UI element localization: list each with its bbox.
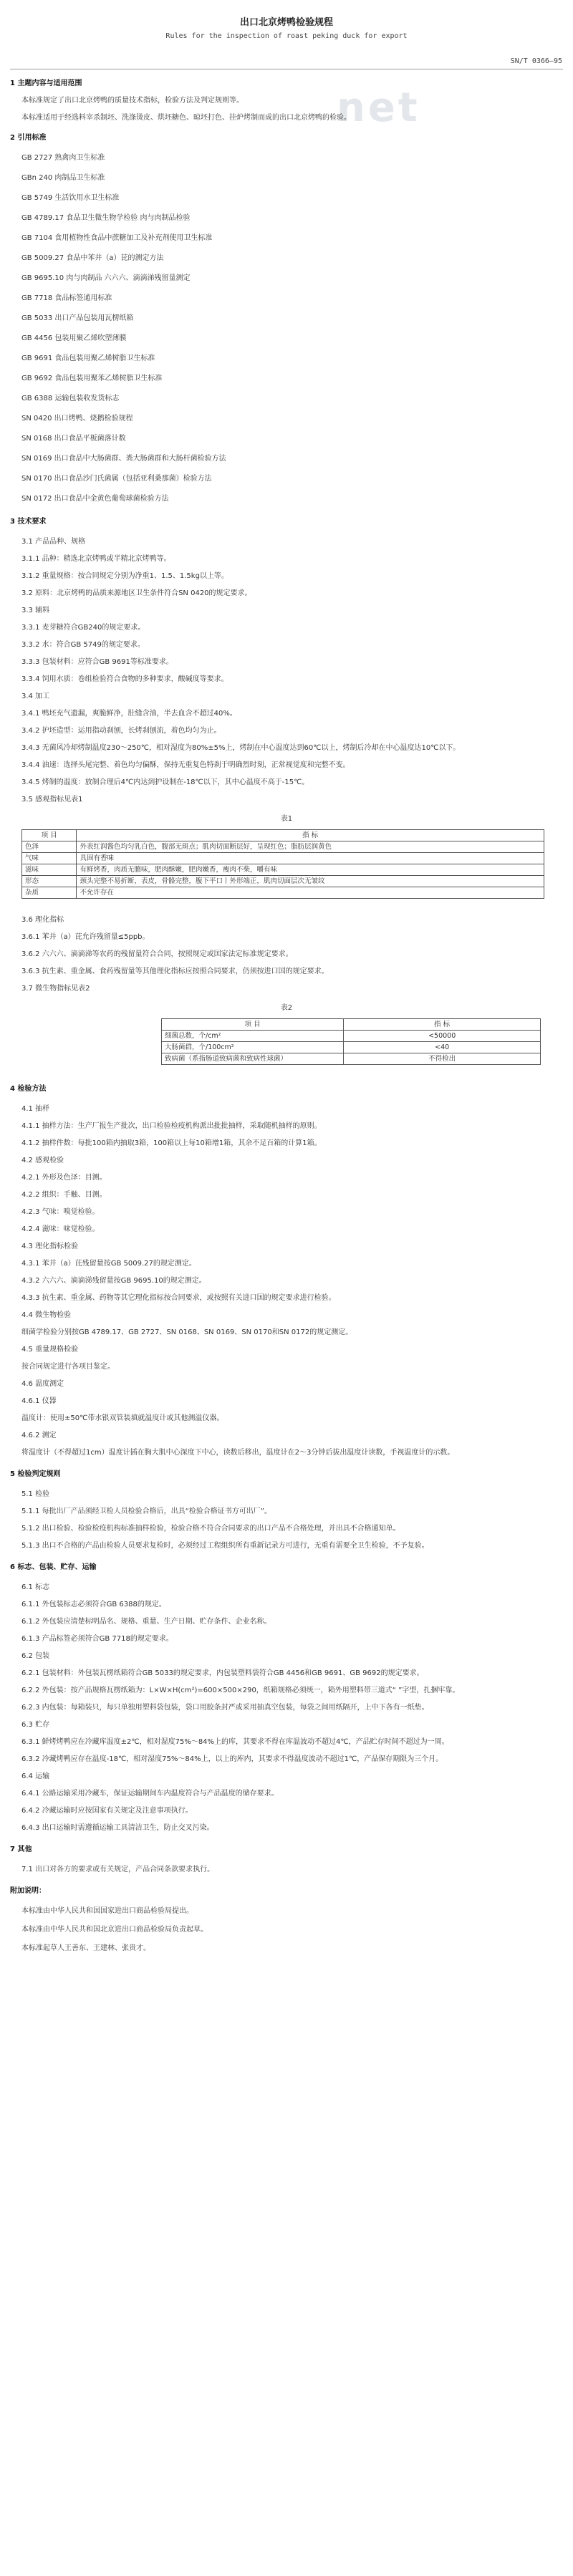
clause-heading: 4.4 微生物检验 (21, 1311, 72, 1319)
section-heading: 2 引用标准 (10, 134, 47, 142)
reference-item: GB 4456 包装用聚乙烯吹塑薄膜 (21, 334, 127, 342)
reference-item: GB 2727 熟禽肉卫生标准 (21, 154, 105, 162)
clause-text: 5.1.2 出口检验、检验检疫机构标准抽样检验，检验合格不符合合同要求的出口产品不合格处理，并出具不合格通知单。 (21, 1525, 400, 1533)
reference-item: GB 4789.17 食品卫生微生物学检验 肉与肉制品检验 (21, 214, 191, 222)
table-caption: 表2 (280, 1004, 293, 1012)
note-line: 本标准起草人王善东、王建林、张贵才。 (21, 1944, 150, 1952)
clause-heading: 4.1 抽样 (21, 1105, 50, 1113)
reference-item: GB 5749 生活饮用水卫生标准 (21, 194, 120, 202)
clause-text: 4.2.1 外形及色泽：目测。 (21, 1174, 107, 1182)
notes-heading: 附加说明： (10, 1887, 46, 1895)
table-cell: 细菌总数，个/cm² (162, 1031, 344, 1042)
table-cell: <40 (344, 1042, 541, 1053)
table-cell: 外表红润酱色均匀乳白色，腹部无斑点；肌肉切面断层好，呈现红色；脂肪层润黄色 (77, 841, 544, 853)
table-row (22, 841, 544, 853)
clause-heading: 6.3 贮存 (21, 1721, 50, 1729)
table-row (162, 1042, 541, 1053)
section-heading: 6 标志、包装、贮存、运输 (10, 1563, 97, 1571)
clause-text: 5.1.3 出口不合格的产品由检验人员要求复检时，必须经过工程组织所有重新记录方可进行，无重有需要全卫生检验，不予复验。 (21, 1542, 429, 1550)
reference-item: GB 9691 食品包装用聚乙烯树脂卫生标准 (21, 354, 155, 362)
clause-text: 3.4.3 无菌风冷却烤制温度230～250℃，相对湿度为80%±5%上，烤制在中心温度达到60℃以上，烤制后冷却在中心温度达10℃以下。 (21, 744, 461, 752)
clause-text: 4.1.2 抽样件数：每批100箱内抽取3箱，100箱以上每10箱增1箱，其余不足百箱的计算1箱。 (21, 1139, 322, 1147)
clause-text: 6.2.1 包装材料：外包装瓦楞纸箱符合GB 5033的规定要求，内包装塑料袋符合GB 4456和GB 9691、GB 9692的规定要求。 (21, 1669, 424, 1677)
table-header-cell: 指 标 (77, 830, 544, 841)
clause-text: 3.3.1 麦芽糖符合GB240的规定要求。 (21, 624, 145, 632)
table-cell: <50000 (344, 1031, 541, 1042)
table-cell: 具固有香味 (77, 853, 544, 864)
section-heading: 5 检验判定规则 (10, 1470, 61, 1478)
clause-text: 5.1.1 每批出厂产品须经卫检人员检验合格后，出具“检验合格证书方可出厂”。 (21, 1508, 271, 1515)
clause-text: 4.3.3 抗生素、重金属、药物等其它理化指标按合同要求，或按照有关进口国的规定要求进行检验。 (21, 1294, 336, 1302)
section-heading: 4 检验方法 (10, 1085, 47, 1093)
clause-text: 4.3.2 六六六、滴滴涕残留量按GB 9695.10的规定测定。 (21, 1277, 206, 1285)
clause-text: 按合同规定进行各项目鉴定。 (21, 1363, 115, 1371)
reference-item: GB 7104 食用植物性食品中蔗糖加工及补充剂使用卫生标准 (21, 234, 213, 242)
section-heading: 1 主题内容与适用范围 (10, 79, 82, 87)
table-caption: 表1 (280, 815, 293, 823)
clause-text: 6.4.1 公路运输采用冷藏车，保证运输期间车内温度符合与产品温度的储存要求。 (21, 1790, 279, 1798)
document-subtitle: Rules for the inspection of roast peking duck for export (165, 32, 408, 40)
reference-item: GB 5033 出口产品包装用瓦楞纸箱 (21, 314, 134, 322)
clause-text: 细菌学检验分别按GB 4789.17、GB 2727、SN 0168、SN 0169、SN 0170和SN 0172的规定测定。 (21, 1328, 353, 1336)
clause-text: 3.3.3 包装材料：应符合GB 9691等标准要求。 (21, 658, 173, 666)
table-row (22, 887, 544, 899)
reference-item: GB 6388 运输包装收发货标志 (21, 395, 120, 402)
section-heading: 3 技术要求 (10, 518, 47, 526)
clause-text: 6.1.3 产品标签必须符合GB 7718的规定要求。 (21, 1635, 173, 1643)
clause-heading: 4.5 重量规格检验 (21, 1346, 79, 1354)
watermark: net (337, 85, 420, 131)
clause-text: 3.3.4 饲用水质：卷组检验符合食物的多种要求，酸碱度等要求。 (21, 675, 228, 683)
table-cell: 不得检出 (344, 1053, 541, 1065)
reference-item: SN 0169 出口食品中大肠菌群、粪大肠菌群和大肠杆菌检验方法 (21, 455, 226, 463)
clause-text: 6.1.2 外包装应清楚标明品名、规格、重量、生产日期、贮存条件、企业名称。 (21, 1618, 271, 1626)
reference-item: GB 7718 食品标签通用标准 (21, 294, 112, 302)
standard-number: SN/T 0366—95 (510, 57, 562, 65)
clause-text: 3.6.1 苯并（a）芘允许残留量≤5ppb。 (21, 933, 150, 941)
clause-text: 3.4.1 鸭坯充气遗漏，爽脆鲜净，肚缝含油，半去血含不超过40%。 (21, 710, 237, 718)
table-row (22, 876, 544, 887)
clause-text: 6.2.2 外包装：按产品规格瓦楞纸箱为：L×W×H(cm²)=600×500×290，纸箱规格必须统一，箱外用塑料带三道式“ ”字型，扎捆牢靠。 (21, 1687, 460, 1694)
reference-item: GB 5009.27 食品中苯并（a）芘的测定方法 (21, 254, 164, 262)
clause-text: 6.3.1 鲜烤烤鸭应在冷藏库温度±2℃，相对湿度75%～84%上的库，其要求不得在库温波动不超过4℃，产品贮存时间不超过为一周。 (21, 1738, 449, 1746)
clause-heading: 3.4 加工 (21, 693, 50, 700)
reference-item: SN 0172 出口食品中金黄色葡萄球菌检验方法 (21, 495, 169, 503)
clause-text: 7.1 出口对各方的要求或有关规定，产品合同条款要求执行。 (21, 1866, 215, 1873)
clause-text: 4.6.1 仪器 (21, 1397, 57, 1405)
table-row (22, 853, 544, 864)
document-title: 出口北京烤鸭检验规程 (239, 17, 333, 28)
reference-item: GB 9695.10 肉与肉制品 六六六、滴滴涕残留量测定 (21, 274, 191, 282)
paragraph: 本标准规定了出口北京烤鸭的质量技术指标，检验方法及判定规则等。 (21, 97, 244, 105)
clause-heading: 3.5 感观指标见表1 (21, 796, 83, 804)
reference-item: SN 0170 出口食品沙门氏菌属（包括亚利桑那菌）检验方法 (21, 475, 212, 483)
clause-text: 6.4.2 冷藏运输时应按国家有关规定及注意事项执行。 (21, 1807, 193, 1815)
reference-item: SN 0420 出口烤鸭、烧鹅检验规程 (21, 415, 133, 423)
clause-heading: 6.2 包装 (21, 1652, 50, 1660)
table-row (22, 864, 544, 876)
table-row (162, 1031, 541, 1042)
clause-text: 6.2.3 内包装：每箱装只，每只单独用塑料袋包装，袋口用胶条封严或采用抽真空包装，每袋之间用纸隔开，上中下各有一纸垫。 (21, 1704, 429, 1712)
clause-text: 3.4.4 油速：选择头尾完整、着色均匀偏酥，保持无重复色特刹于明确烈时刻，正常视觉度和完整不变。 (21, 761, 350, 769)
clause-heading: 4.6 温度测定 (21, 1380, 64, 1388)
clause-heading: 3.1 产品品种、规格 (21, 538, 86, 546)
table-header-cell: 项 目 (162, 1019, 344, 1031)
clause-text: 3.4.5 烤制的温度：放制合理后4℃内达到护设制在-18℃以下，其中心温度不高于-15℃。 (21, 778, 309, 786)
clause-text: 3.1.1 品种：精选北京烤鸭或半精北京烤鸭等。 (21, 555, 171, 563)
reference-item: GBn 240 肉制品卫生标准 (21, 174, 105, 182)
table-cell: 杂质 (22, 887, 77, 899)
reference-item: SN 0168 出口食品平板菌落计数 (21, 435, 126, 443)
table-cell: 滋味 (22, 864, 77, 876)
clause-heading: 4.2 感观检验 (21, 1157, 64, 1164)
clause-text: 6.1.1 外包装标志必须符合GB 6388的规定。 (21, 1601, 166, 1608)
note-line: 本标准由中华人民共和国北京进出口商品检验局负责起草。 (21, 1926, 208, 1934)
clause-heading: 3.7 微生物指标见表2 (21, 985, 90, 993)
table-cell: 大肠菌群，个/100cm² (162, 1042, 344, 1053)
note-line: 本标准由中华人民共和国国家进出口商品检验局提出。 (21, 1907, 193, 1915)
section-heading: 7 其他 (10, 1846, 32, 1853)
clause-text: 4.2.3 气味：嗅觉检验。 (21, 1208, 100, 1216)
clause-text: 4.1.1 抽样方法：生产厂报生产批次，出口检验检疫机构派出批批抽样，采取随机抽样的原则。 (21, 1122, 322, 1130)
clause-text: 4.6.2 测定 (21, 1432, 57, 1439)
clause-text: 温度计：使用±50℃带水银双管装填就温度计或其他测温仪器。 (21, 1414, 224, 1422)
paragraph: 本标准适用于经选料宰杀制坯、洗涤烫皮、烘坯糖色、晾坯打色、挂炉烤制而成的出口北京烤鸭的检验。 (21, 114, 351, 122)
table-cell: 致病菌（系指肠道致病菌和致病性球菌） (162, 1053, 344, 1065)
clause-heading: 5.1 检验 (21, 1490, 50, 1498)
clause-heading: 4.3 理化指标检验 (21, 1243, 79, 1250)
table-header-cell: 项 目 (22, 830, 77, 841)
table-cell: 形态 (22, 876, 77, 887)
clause-heading: 6.4 运输 (21, 1772, 50, 1780)
clause-text: 3.2 原料：北京烤鸭的品质来源地区卫生条件符合SN 0420的规定要求。 (21, 589, 252, 597)
spec-table (21, 829, 544, 899)
clause-text: 3.4.2 护坯造型：运用指动刹刨，长烤刹刨流，着色均匀为止。 (21, 727, 221, 735)
table-header-row (162, 1019, 541, 1031)
table-cell: 色泽 (22, 841, 77, 853)
clause-text: 4.2.4 滋味：味觉检验。 (21, 1225, 100, 1233)
clause-text: 将温度计（不得超过1cm）温度计插在胸大肌中心深度下中心，读数后移出，温度计在2～3分钟后拔出温度计读数，手视温度计的示数。 (21, 1449, 455, 1457)
clause-heading: 3.6 理化指标 (21, 916, 64, 924)
reference-item: GB 9692 食品包装用聚苯乙烯树脂卫生标准 (21, 375, 163, 382)
clause-text: 4.3.1 苯并（a）芘残留量按GB 5009.27的规定测定。 (21, 1260, 196, 1268)
table-cell: 有鲜烤香，肉质无膻味，肥肉酥嫩，肥肉嫩香，瘦肉不柴，嚼有味 (77, 864, 544, 876)
table-row (162, 1053, 541, 1065)
clause-heading: 3.3 辅料 (21, 607, 50, 614)
clause-text: 6.3.2 冷藏烤鸭应存在温度-18℃，相对湿度75%～84%上，以上的库内，其要求不得温度波动不超过1℃，产品保存期限为三个月。 (21, 1755, 443, 1763)
spec-table (161, 1018, 541, 1065)
clause-text: 3.6.3 抗生素、重金属、食药残留量等其他理化指标应按照合同要求，仍须按进口国的规定要求。 (21, 968, 329, 975)
clause-text: 3.3.2 水：符合GB 5749的规定要求。 (21, 641, 145, 649)
clause-text: 3.6.2 六六六、滴滴涕等农药的残留量符合合同，按照规定或国家法定标准规定要求。 (21, 950, 293, 958)
table-cell: 颈头完整不易折断，表皮，骨骼完整，腹下平口丨外形端正，肌肉切面层次无皱纹 (77, 876, 544, 887)
clause-heading: 6.1 标志 (21, 1583, 50, 1591)
table-header-cell: 指 标 (344, 1019, 541, 1031)
clause-text: 6.4.3 出口运输时需遵循运输工具清洁卫生，防止交叉污染。 (21, 1824, 214, 1832)
clause-text: 4.2.2 组织：手触、目测。 (21, 1191, 107, 1199)
table-cell: 气味 (22, 853, 77, 864)
clause-text: 3.1.2 重量规格：按合同规定分别为净重1、1.5、1.5kg以上等。 (21, 572, 228, 580)
table-header-row (22, 830, 544, 841)
table-cell: 不允许存在 (77, 887, 544, 899)
